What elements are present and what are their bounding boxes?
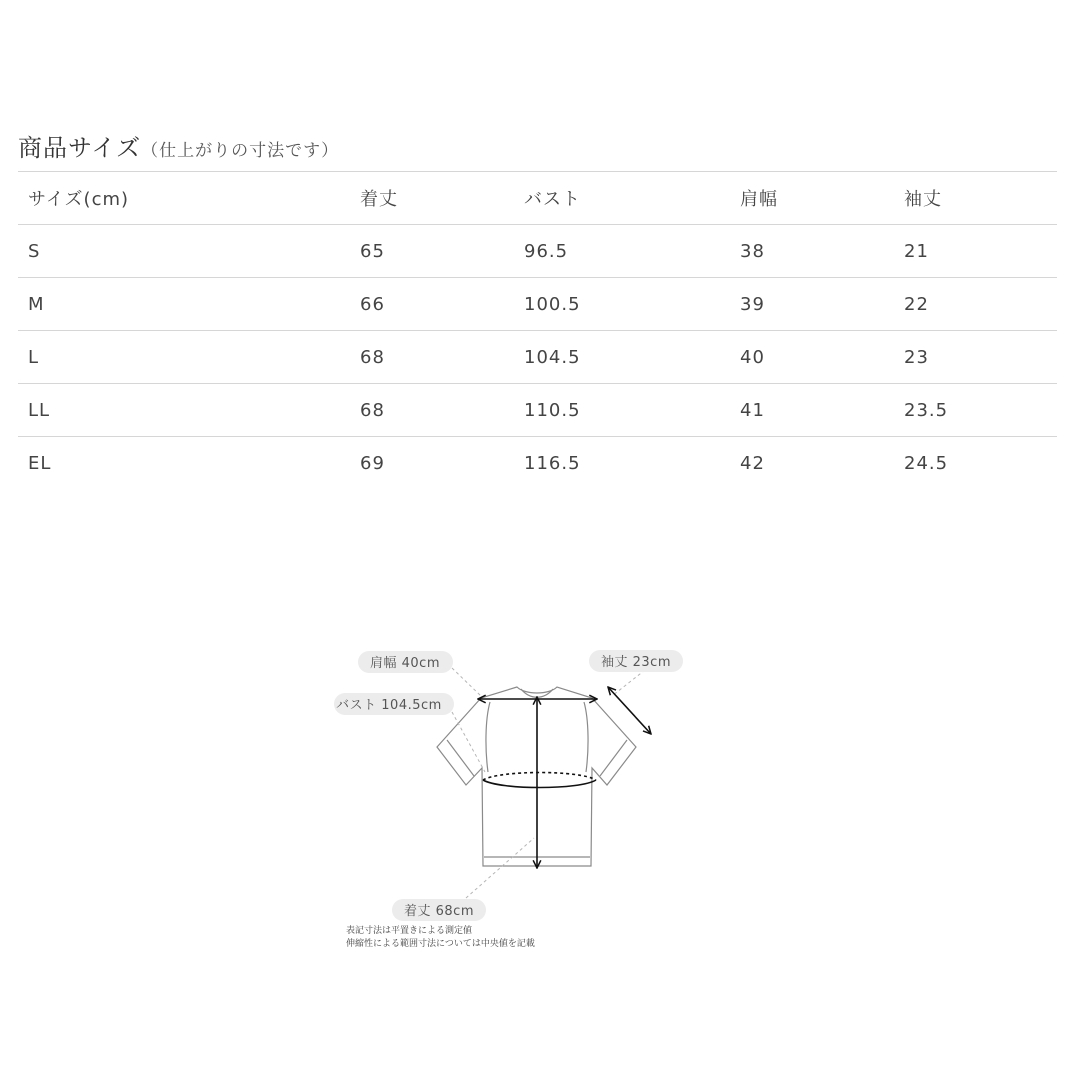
subtitle-text: （仕上がりの寸法です） <box>141 141 340 161</box>
cell-length: 65 <box>360 225 524 278</box>
cell-bust: 100.5 <box>524 278 740 331</box>
header-sleeve: 袖丈 <box>904 172 1057 225</box>
header-length: 着丈 <box>360 172 524 225</box>
cell-length: 66 <box>360 278 524 331</box>
cell-shoulder: 38 <box>740 225 904 278</box>
title-text: 商品サイズ <box>18 134 142 162</box>
label-length-text: 着丈 68cm <box>404 904 474 919</box>
cell-sleeve: 22 <box>904 278 1057 331</box>
cell-size: EL <box>18 437 360 490</box>
label-sleeve <box>589 650 683 672</box>
cell-size: LL <box>18 384 360 437</box>
header-shoulder: 肩幅 <box>740 172 904 225</box>
cell-shoulder: 41 <box>740 384 904 437</box>
cell-shoulder: 39 <box>740 278 904 331</box>
cell-bust: 110.5 <box>524 384 740 437</box>
note-line-2: 伸縮性による範囲寸法については中央値を記載 <box>346 939 535 949</box>
label-bust <box>334 693 454 715</box>
cell-sleeve: 23.5 <box>904 384 1057 437</box>
header-bust: バスト <box>524 172 740 225</box>
cell-shoulder: 42 <box>740 437 904 490</box>
label-bust-text: バスト 104.5cm <box>336 698 442 713</box>
cell-sleeve: 23 <box>904 331 1057 384</box>
cell-bust: 104.5 <box>524 331 740 384</box>
cell-size: L <box>18 331 360 384</box>
cell-length: 68 <box>360 331 524 384</box>
cell-size: M <box>18 278 360 331</box>
label-sleeve-text: 袖丈 23cm <box>601 655 671 670</box>
cell-sleeve: 21 <box>904 225 1057 278</box>
label-shoulder-text: 肩幅 40cm <box>370 656 440 671</box>
cell-shoulder: 40 <box>740 331 904 384</box>
note-line-1: 表記寸法は平置きによる測定値 <box>346 926 473 936</box>
cell-length: 69 <box>360 437 524 490</box>
cell-size: S <box>18 225 360 278</box>
cell-bust: 116.5 <box>524 437 740 490</box>
header-size: サイズ(cm) <box>18 172 360 225</box>
cell-bust: 96.5 <box>524 225 740 278</box>
label-length <box>392 899 486 921</box>
cell-length: 68 <box>360 384 524 437</box>
cell-sleeve: 24.5 <box>904 437 1057 490</box>
label-shoulder <box>358 651 453 673</box>
